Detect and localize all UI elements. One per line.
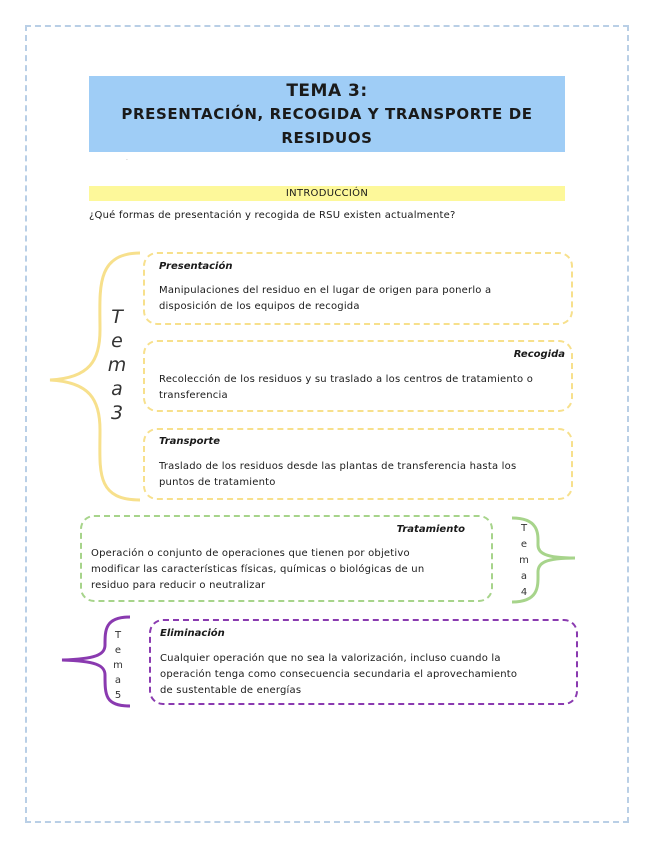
transporte-line1: Traslado de los residuos desde las plantas de transferencia hasta los	[159, 461, 517, 472]
tratamiento-line2: modificar las características físicas, químicas o biológicas de un	[91, 564, 425, 575]
title-main: TEMA 3:	[286, 81, 368, 101]
transporte-title: Transporte	[159, 436, 220, 447]
eliminacion-line3: de sustentable de energías	[160, 685, 302, 696]
presentacion-line1: Manipulaciones del residuo en el lugar de origen para ponerlo a	[159, 285, 492, 296]
recogida-line1: Recolección de los residuos y su traslado a los centros de tratamiento o	[159, 374, 534, 385]
intro-heading: INTRODUCCIÓN	[89, 186, 565, 201]
transporte-line2: puntos de tratamiento	[159, 477, 276, 488]
tema3-label: T e m a 3	[107, 306, 127, 424]
tratamiento-title: Tratamiento	[396, 524, 465, 535]
tema4-label: T e m a 4	[519, 523, 529, 598]
presentacion-title: Presentación	[159, 261, 233, 272]
stray-mark: ·	[126, 157, 128, 164]
recogida-line2: transferencia	[159, 390, 228, 401]
tratamiento-line1: Operación o conjunto de operaciones que tienen por objetivo	[91, 548, 410, 559]
eliminacion-line1: Cualquier operación que no sea la valorización, incluso cuando la	[160, 653, 501, 664]
title-sub-line2: RESIDUOS	[281, 129, 373, 147]
title-sub-line1: PRESENTACIÓN, RECOGIDA Y TRANSPORTE DE	[121, 105, 533, 123]
tratamiento-line3: residuo para reducir o neutralizar	[91, 580, 266, 591]
eliminacion-title: Eliminación	[160, 628, 225, 639]
intro-question: ¿Qué formas de presentación y recogida de RSU existen actualmente?	[89, 210, 456, 221]
tema5-label: T e m a 5	[113, 630, 123, 701]
recogida-title: Recogida	[513, 349, 565, 360]
presentacion-line2: disposición de los equipos de recogida	[159, 301, 360, 312]
eliminacion-line2: operación tenga como consecuencia secundaria el aprovechamiento	[160, 669, 518, 680]
